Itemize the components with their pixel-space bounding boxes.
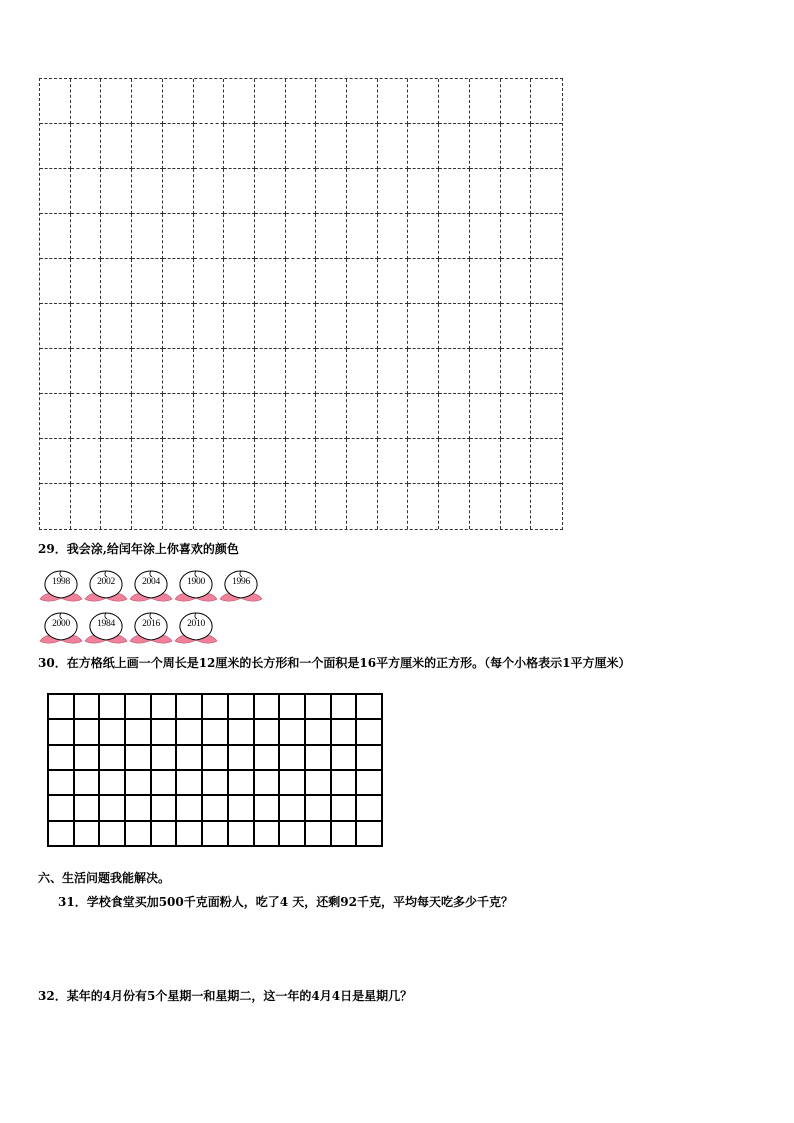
dashed-grid-cell	[163, 349, 194, 394]
dashed-grid-cell	[316, 484, 347, 529]
square-grid-cell[interactable]	[357, 746, 383, 771]
dashed-grid-cell	[163, 484, 194, 529]
dashed-grid-cell	[501, 124, 532, 169]
dashed-grid-cell	[439, 394, 470, 439]
dashed-grid-cell	[501, 439, 532, 484]
dashed-grid-cell	[470, 484, 501, 529]
dashed-grid-cell	[347, 79, 378, 124]
square-grid-cell[interactable]	[100, 746, 126, 771]
peach-year-2000[interactable]	[38, 610, 84, 646]
dashed-grid-cell	[224, 349, 255, 394]
square-grid-cell[interactable]	[126, 695, 152, 720]
peach-year-2004[interactable]	[128, 568, 174, 604]
dashed-grid-cell	[501, 79, 532, 124]
square-grid-cell[interactable]	[126, 720, 152, 745]
square-grid-cell[interactable]	[255, 796, 281, 821]
square-grid-cell[interactable]	[332, 796, 358, 821]
peach-year-label: 2000	[52, 619, 70, 629]
dashed-grid-cell	[408, 124, 439, 169]
question-31: 31．学校食堂买加500千克面粉人，吃了4 天，还剩92千克，平均每天吃多少千克？	[58, 895, 513, 909]
square-grid-cell[interactable]	[100, 695, 126, 720]
square-grid-cell[interactable]	[49, 720, 75, 745]
dashed-grid-cell	[439, 79, 470, 124]
dashed-grid-cell	[286, 169, 317, 214]
square-grid-cell[interactable]	[152, 720, 178, 745]
dashed-grid-cell	[316, 349, 347, 394]
dashed-grid-cell	[408, 259, 439, 304]
dashed-grid-cell	[286, 79, 317, 124]
dashed-grid-cell	[71, 484, 102, 529]
dashed-grid-cell	[71, 169, 102, 214]
square-grid-cell[interactable]	[49, 822, 75, 847]
square-grid-cell[interactable]	[280, 695, 306, 720]
square-grid-cell[interactable]	[177, 720, 203, 745]
dashed-grid-cell	[286, 439, 317, 484]
dashed-grid-cell	[224, 259, 255, 304]
dashed-grid-cell	[194, 169, 225, 214]
dashed-grid-cell	[378, 259, 409, 304]
square-grid-cell[interactable]	[75, 771, 101, 796]
dashed-grid-cell	[470, 214, 501, 259]
dashed-grid-cell	[40, 484, 71, 529]
dashed-grid-cell	[194, 124, 225, 169]
dashed-grid-cell	[132, 169, 163, 214]
dashed-grid-cell	[378, 79, 409, 124]
dashed-grid-cell	[408, 169, 439, 214]
square-grid-cell[interactable]	[229, 771, 255, 796]
peach-year-1984[interactable]	[83, 610, 129, 646]
dashed-grid-cell	[40, 439, 71, 484]
dashed-grid-cell	[40, 124, 71, 169]
square-grid-cell[interactable]	[280, 746, 306, 771]
dashed-grid-cell	[286, 259, 317, 304]
dashed-grid-cell	[255, 124, 286, 169]
dashed-grid-cell	[316, 259, 347, 304]
dashed-grid-cell	[378, 484, 409, 529]
dashed-grid-cell	[163, 169, 194, 214]
square-grid-cell[interactable]	[203, 822, 229, 847]
dashed-grid-cell	[501, 214, 532, 259]
dashed-grid-cell	[347, 304, 378, 349]
dashed-grid-cell	[408, 349, 439, 394]
dashed-grid-cell	[255, 304, 286, 349]
dashed-grid-cell	[501, 484, 532, 529]
dashed-grid-cell	[255, 349, 286, 394]
dashed-grid-cell	[132, 349, 163, 394]
dashed-grid-cell	[224, 394, 255, 439]
dashed-grid-cell	[408, 79, 439, 124]
dashed-grid-cell	[101, 484, 132, 529]
dashed-grid-cell	[163, 214, 194, 259]
dashed-grid-cell	[255, 439, 286, 484]
dashed-grid-cell	[71, 124, 102, 169]
dashed-grid-cell	[439, 349, 470, 394]
dashed-grid-cell	[286, 304, 317, 349]
dashed-grid-cell	[378, 304, 409, 349]
dashed-grid-cell	[40, 304, 71, 349]
dashed-grid-cell	[501, 169, 532, 214]
dashed-grid-cell	[439, 304, 470, 349]
square-grid-cell[interactable]	[100, 822, 126, 847]
dashed-grid-cell	[470, 304, 501, 349]
square-grid-cell[interactable]	[357, 822, 383, 847]
square-grid-cell[interactable]	[332, 695, 358, 720]
square-grid-cell[interactable]	[280, 796, 306, 821]
dashed-grid-cell	[163, 394, 194, 439]
square-grid-cell[interactable]	[306, 822, 332, 847]
square-grid-cell[interactable]	[100, 720, 126, 745]
dashed-grid-cell	[347, 259, 378, 304]
dashed-grid-cell	[316, 394, 347, 439]
dashed-grid-cell	[316, 169, 347, 214]
dashed-grid-cell	[224, 214, 255, 259]
dashed-grid-cell	[255, 394, 286, 439]
dashed-grid-cell	[470, 124, 501, 169]
dashed-grid-cell	[347, 439, 378, 484]
dashed-grid-cell	[470, 394, 501, 439]
peach-year-label: 1984	[97, 619, 115, 629]
peach-year-label: 1900	[187, 577, 205, 587]
dashed-grid-cell	[132, 439, 163, 484]
square-grid-cell[interactable]	[332, 720, 358, 745]
dashed-grid-cell	[163, 124, 194, 169]
square-grid-cell[interactable]	[229, 822, 255, 847]
square-grid-cell[interactable]	[126, 822, 152, 847]
dashed-grid-cell	[408, 304, 439, 349]
square-grid-cell[interactable]	[332, 746, 358, 771]
square-grid-cell[interactable]	[306, 746, 332, 771]
dashed-grid-cell	[378, 124, 409, 169]
dashed-grid-cell	[439, 259, 470, 304]
dashed-grid-cell	[378, 214, 409, 259]
dashed-grid-cell	[501, 394, 532, 439]
dashed-grid-cell	[132, 484, 163, 529]
dashed-grid-cell	[194, 79, 225, 124]
square-grid-cell[interactable]	[255, 822, 281, 847]
square-grid-cell[interactable]	[75, 695, 101, 720]
dashed-grid-cell	[101, 124, 132, 169]
square-grid-cell[interactable]	[49, 796, 75, 821]
dashed-grid-cell	[501, 304, 532, 349]
square-grid-cell[interactable]	[203, 720, 229, 745]
dashed-grid-cell	[40, 79, 71, 124]
dashed-grid-cell	[163, 439, 194, 484]
dashed-grid-cell	[194, 439, 225, 484]
square-grid-cell[interactable]	[255, 746, 281, 771]
dashed-grid-cell	[255, 259, 286, 304]
square-grid-cell[interactable]	[332, 771, 358, 796]
dashed-grid-cell	[531, 439, 562, 484]
dashed-grid-cell	[224, 304, 255, 349]
dashed-grid-cell	[224, 124, 255, 169]
dashed-grid-cell	[101, 304, 132, 349]
square-grid-cell[interactable]	[75, 796, 101, 821]
square-grid-cell[interactable]	[152, 796, 178, 821]
square-grid-cell[interactable]	[75, 720, 101, 745]
square-grid-cell[interactable]	[75, 746, 101, 771]
square-grid-cell[interactable]	[177, 746, 203, 771]
dashed-grid-cell	[316, 214, 347, 259]
question-29: 29．我会涂,给闰年涂上你喜欢的颜色	[38, 542, 239, 556]
square-grid-cell[interactable]	[203, 796, 229, 821]
square-grid-cell[interactable]	[357, 720, 383, 745]
square-grid-cell[interactable]	[203, 695, 229, 720]
dashed-grid-cell	[286, 484, 317, 529]
square-grid-cell[interactable]	[280, 771, 306, 796]
dashed-grid-cell	[40, 169, 71, 214]
square-grid-cell[interactable]	[357, 796, 383, 821]
square-grid-cell[interactable]	[280, 720, 306, 745]
square-grid-cell[interactable]	[255, 771, 281, 796]
dashed-grid-cell	[255, 79, 286, 124]
square-grid-cell[interactable]	[126, 796, 152, 821]
peach-year-1996[interactable]	[218, 568, 264, 604]
square-grid-cell[interactable]	[306, 796, 332, 821]
square-grid-cell[interactable]	[126, 746, 152, 771]
dashed-grid-cell	[531, 79, 562, 124]
dashed-grid-cell	[531, 124, 562, 169]
square-grid-cell[interactable]	[306, 695, 332, 720]
square-grid-cell[interactable]	[49, 695, 75, 720]
dashed-grid-cell	[163, 79, 194, 124]
dashed-grid-cell	[163, 304, 194, 349]
dashed-grid-cell	[194, 214, 225, 259]
dashed-grid-cell	[71, 439, 102, 484]
square-grid-cell[interactable]	[100, 796, 126, 821]
square-grid-cell[interactable]	[229, 796, 255, 821]
square-grid-cell[interactable]	[229, 720, 255, 745]
dashed-grid-cell	[132, 304, 163, 349]
dashed-grid-cell	[347, 169, 378, 214]
dashed-grid-cell	[531, 304, 562, 349]
dashed-grid-cell	[132, 79, 163, 124]
dashed-grid-cell	[40, 394, 71, 439]
square-grid-cell[interactable]	[152, 822, 178, 847]
dashed-grid-cell	[194, 304, 225, 349]
dashed-grid-cell	[378, 439, 409, 484]
peach-year-label: 2002	[97, 577, 115, 587]
dashed-grid-cell	[408, 439, 439, 484]
square-grid-cell[interactable]	[126, 771, 152, 796]
peach-year-1998[interactable]	[38, 568, 84, 604]
dashed-grid-cell	[101, 259, 132, 304]
dashed-grid-cell	[194, 394, 225, 439]
dashed-grid-cell	[501, 259, 532, 304]
dashed-grid-cell	[408, 394, 439, 439]
dashed-grid-cell	[470, 79, 501, 124]
square-grid-cell[interactable]	[306, 720, 332, 745]
peach-year-2010[interactable]	[173, 610, 219, 646]
square-grid-cell[interactable]	[203, 746, 229, 771]
dashed-grid-cell	[224, 79, 255, 124]
dashed-grid-cell	[286, 124, 317, 169]
dashed-grid-cell	[71, 394, 102, 439]
square-grid-cell[interactable]	[75, 822, 101, 847]
dashed-grid-cell	[316, 124, 347, 169]
square-grid-cell[interactable]	[100, 771, 126, 796]
peach-year-label: 1996	[232, 577, 250, 587]
peach-year-label: 1998	[52, 577, 70, 587]
dashed-grid-cell	[224, 439, 255, 484]
square-grid-cell[interactable]	[49, 771, 75, 796]
dashed-grid-cell	[347, 394, 378, 439]
dashed-grid-cell	[71, 304, 102, 349]
section-6-heading: 六、生活问题我能解决。	[38, 871, 171, 885]
square-grid-cell[interactable]	[49, 746, 75, 771]
peach-year-2002[interactable]	[83, 568, 129, 604]
dashed-grid-cell	[347, 124, 378, 169]
peach-year-label: 2004	[142, 577, 160, 587]
dashed-grid-cell	[71, 214, 102, 259]
dashed-grid-cell	[470, 169, 501, 214]
square-grid-cell[interactable]	[306, 771, 332, 796]
peach-year-2016[interactable]	[128, 610, 174, 646]
dashed-grid-cell	[316, 439, 347, 484]
dashed-grid-cell	[255, 484, 286, 529]
dashed-grid-cell	[347, 349, 378, 394]
square-grid-paper	[47, 693, 383, 847]
dashed-grid-cell	[132, 259, 163, 304]
dashed-grid-cell	[347, 214, 378, 259]
dashed-grid-cell	[470, 259, 501, 304]
square-grid-cell[interactable]	[152, 695, 178, 720]
dashed-grid-cell	[255, 214, 286, 259]
dashed-grid-cell	[501, 349, 532, 394]
square-grid-cell[interactable]	[203, 771, 229, 796]
dashed-grid-cell	[531, 259, 562, 304]
square-grid-cell[interactable]	[357, 771, 383, 796]
dashed-grid-cell	[531, 484, 562, 529]
dashed-grid-cell	[101, 79, 132, 124]
square-grid-cell[interactable]	[152, 746, 178, 771]
dashed-grid-cell	[439, 484, 470, 529]
square-grid-cell[interactable]	[177, 771, 203, 796]
dashed-grid-cell	[40, 259, 71, 304]
dashed-grid-cell	[40, 349, 71, 394]
dashed-grid-cell	[101, 439, 132, 484]
dashed-grid-cell	[470, 349, 501, 394]
dashed-grid-cell	[101, 349, 132, 394]
square-grid-cell[interactable]	[177, 695, 203, 720]
square-grid-cell[interactable]	[255, 720, 281, 745]
square-grid-cell[interactable]	[229, 695, 255, 720]
dashed-grid-cell	[316, 304, 347, 349]
dashed-grid-cell	[439, 439, 470, 484]
dashed-grid-cell	[163, 259, 194, 304]
dashed-grid-cell	[255, 169, 286, 214]
dashed-grid-cell	[132, 214, 163, 259]
dashed-grid-cell	[408, 214, 439, 259]
dashed-grid-cell	[101, 169, 132, 214]
dashed-grid-cell	[286, 394, 317, 439]
dashed-grid-cell	[71, 79, 102, 124]
dashed-grid-cell	[286, 214, 317, 259]
dashed-grid-cell	[316, 79, 347, 124]
square-grid-cell[interactable]	[280, 822, 306, 847]
dashed-grid-cell	[378, 394, 409, 439]
dashed-grid-cell	[378, 349, 409, 394]
dashed-grid-cell	[439, 169, 470, 214]
dashed-grid-cell	[347, 484, 378, 529]
dashed-grid-cell	[40, 214, 71, 259]
dashed-grid-cell	[378, 169, 409, 214]
dashed-grid-cell	[439, 124, 470, 169]
dashed-grid-cell	[224, 484, 255, 529]
dashed-grid-cell	[101, 394, 132, 439]
square-grid-cell[interactable]	[255, 695, 281, 720]
dashed-grid-cell	[132, 394, 163, 439]
dashed-grid-cell	[531, 349, 562, 394]
square-grid-cell[interactable]	[357, 695, 383, 720]
square-grid-cell[interactable]	[332, 822, 358, 847]
dashed-grid-cell	[470, 439, 501, 484]
writing-grid-dashed	[39, 78, 563, 530]
peach-year-label: 2010	[187, 619, 205, 629]
question-32: 32．某年的4月份有5个星期一和星期二，这一年的4月4日是星期几？	[38, 989, 413, 1003]
dashed-grid-cell	[101, 214, 132, 259]
square-grid-cell[interactable]	[229, 746, 255, 771]
peach-year-1900[interactable]	[173, 568, 219, 604]
dashed-grid-cell	[408, 484, 439, 529]
dashed-grid-cell	[286, 349, 317, 394]
dashed-grid-cell	[194, 349, 225, 394]
dashed-grid-cell	[194, 259, 225, 304]
square-grid-cell[interactable]	[177, 822, 203, 847]
question-30: 30．在方格纸上画一个周长是12厘米的长方形和一个面积是16平方厘米的正方形。（每个小格表示1平方厘米）	[38, 656, 631, 670]
peach-year-label: 2016	[142, 619, 160, 629]
dashed-grid-cell	[224, 169, 255, 214]
dashed-grid-cell	[71, 259, 102, 304]
dashed-grid-cell	[439, 214, 470, 259]
dashed-grid-cell	[132, 124, 163, 169]
dashed-grid-cell	[531, 169, 562, 214]
dashed-grid-cell	[531, 214, 562, 259]
square-grid-cell[interactable]	[152, 771, 178, 796]
dashed-grid-cell	[194, 484, 225, 529]
dashed-grid-cell	[71, 349, 102, 394]
square-grid-cell[interactable]	[177, 796, 203, 821]
dashed-grid-cell	[531, 394, 562, 439]
